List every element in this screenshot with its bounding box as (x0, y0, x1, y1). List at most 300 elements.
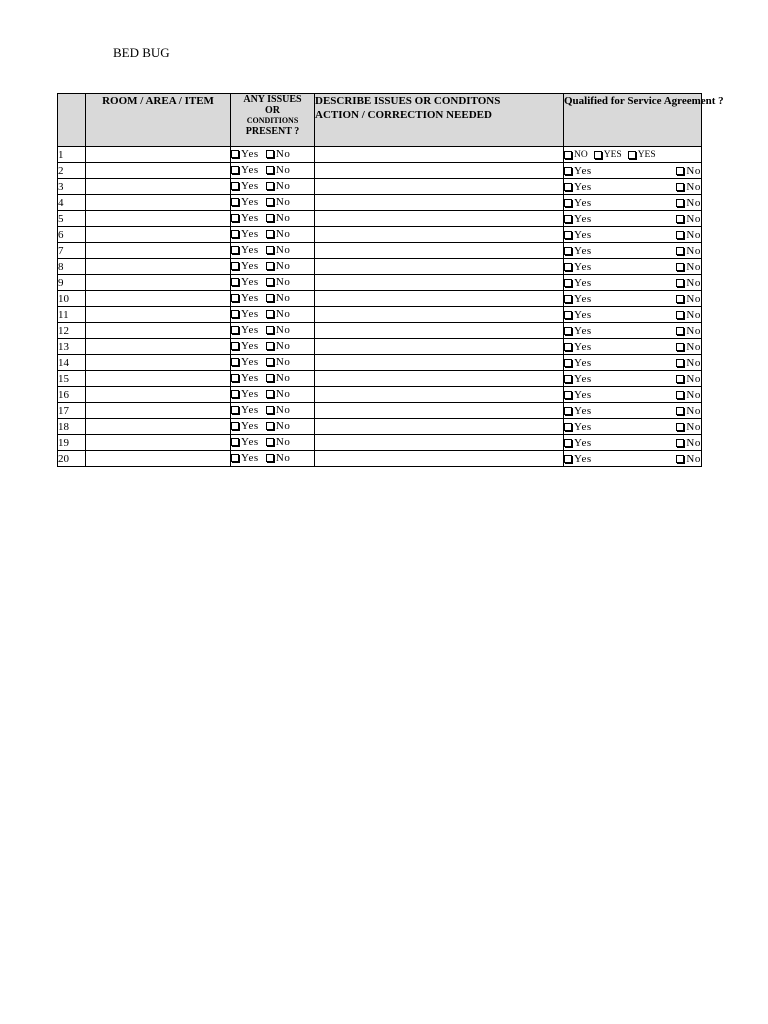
issues-yes-option[interactable] (231, 179, 259, 193)
qualified-yes-option[interactable] (564, 308, 592, 322)
issues-yes-option[interactable] (231, 419, 259, 433)
issues-present-options (231, 259, 315, 275)
room-area-item-field[interactable] (86, 211, 231, 227)
issues-no-option[interactable] (266, 211, 291, 225)
room-area-item-field[interactable] (86, 195, 231, 211)
qualified-no-option[interactable] (676, 292, 701, 306)
qualified-yes-label: Yes (574, 164, 592, 177)
table-row (58, 195, 702, 211)
table-row (58, 387, 702, 403)
checkbox-icon[interactable] (628, 151, 636, 159)
description-field[interactable] (315, 147, 564, 163)
issues-no-option[interactable] (266, 419, 291, 433)
checkbox-icon[interactable] (231, 230, 239, 238)
issues-yes-option[interactable] (231, 275, 259, 289)
description-field[interactable] (315, 403, 564, 419)
room-area-item-field[interactable] (86, 403, 231, 419)
checkbox-icon[interactable] (231, 326, 239, 334)
qualified-no-option[interactable] (676, 308, 701, 322)
description-field[interactable] (315, 195, 564, 211)
issues-no-label: No (275, 292, 291, 304)
checkbox-icon[interactable] (564, 311, 572, 319)
description-field[interactable] (315, 339, 564, 355)
room-area-item-field[interactable] (86, 243, 231, 259)
checkbox-icon[interactable] (266, 342, 274, 350)
issues-yes-option[interactable] (231, 371, 259, 385)
issues-no-option[interactable] (266, 243, 291, 257)
checkbox-icon[interactable] (231, 246, 239, 254)
qualified-no-option[interactable] (676, 436, 701, 450)
checkbox-icon[interactable] (564, 247, 572, 255)
qualified-options-row (564, 196, 701, 210)
issues-present-options (231, 387, 315, 403)
checkbox-icon[interactable] (564, 295, 572, 303)
issues-yes-label: Yes (241, 180, 259, 192)
table-row (58, 275, 702, 291)
qualified-options-row (564, 180, 701, 194)
qualified-yes-option[interactable] (564, 340, 592, 354)
qualified-yes-option[interactable] (564, 292, 592, 306)
issues-no-label: No (275, 388, 291, 400)
qualified-yes-option[interactable] (564, 164, 592, 178)
qualified-options (564, 387, 702, 403)
issues-yes-label: Yes (241, 212, 259, 224)
checkbox-icon[interactable] (676, 247, 684, 255)
issues-no-option[interactable] (266, 227, 291, 241)
issues-no-label: No (275, 308, 291, 320)
issues-yes-option[interactable] (231, 291, 259, 305)
issues-yes-label: Yes (241, 340, 259, 352)
checkbox-icon[interactable] (676, 407, 684, 415)
qualified-options-row (564, 356, 701, 370)
qualified-yes-label: Yes (574, 452, 592, 465)
qualified-options (564, 403, 702, 419)
qualified-no-option[interactable] (676, 356, 701, 370)
description-field[interactable] (315, 291, 564, 307)
qualified-no-label: No (686, 196, 701, 209)
checkbox-icon[interactable] (266, 374, 274, 382)
header-issues-line-1: ANY ISSUES (243, 94, 302, 105)
qualified-options-row (564, 308, 701, 322)
checkbox-icon[interactable] (266, 246, 274, 254)
issues-yes-label: Yes (241, 244, 259, 256)
qualified-options (564, 163, 702, 179)
description-field[interactable] (315, 179, 564, 195)
qualified-options (564, 355, 702, 371)
qualified-no-label: No (686, 292, 701, 305)
checkbox-icon[interactable] (231, 166, 239, 174)
checkbox-icon[interactable] (676, 455, 684, 463)
checkbox-icon[interactable] (564, 455, 572, 463)
room-area-item-field[interactable] (86, 147, 231, 163)
issues-present-options (231, 323, 315, 339)
checkbox-icon[interactable] (676, 231, 684, 239)
issues-yes-option[interactable] (231, 195, 259, 209)
qualified-options-row (564, 212, 701, 226)
qualified-yes-option[interactable] (564, 276, 592, 290)
qualified-options-row (564, 324, 701, 338)
checkbox-icon[interactable] (594, 151, 602, 159)
checkbox-icon[interactable] (266, 454, 274, 462)
checkbox-icon[interactable] (231, 182, 239, 190)
description-field[interactable] (315, 419, 564, 435)
header-issues-line-3: CONDITIONS (246, 116, 299, 125)
issues-yes-option[interactable] (231, 163, 259, 177)
qualified-no-label: No (686, 356, 701, 369)
checkbox-icon[interactable] (564, 151, 572, 159)
issues-present-options (231, 339, 315, 355)
header-describe-line-1: DESCRIBE ISSUES OR CONDITONS (315, 95, 501, 107)
qualified-yes-label: Yes (574, 372, 592, 385)
description-field[interactable] (315, 211, 564, 227)
issues-no-label: No (275, 212, 291, 224)
issues-yes-label: Yes (241, 420, 259, 432)
room-area-item-field[interactable] (86, 163, 231, 179)
qualified-no-option[interactable] (676, 164, 701, 178)
table-row (58, 323, 702, 339)
checkbox-icon[interactable] (231, 262, 239, 270)
checkbox-icon[interactable] (266, 182, 274, 190)
issues-no-option[interactable] (266, 307, 291, 321)
checkbox-icon[interactable] (266, 166, 274, 174)
checkbox-icon[interactable] (676, 295, 684, 303)
issues-yes-label: Yes (241, 372, 259, 384)
qualified-no-option[interactable] (676, 212, 701, 226)
qualified-no-label: No (686, 244, 701, 257)
checkbox-icon[interactable] (564, 231, 572, 239)
checkbox-icon[interactable] (676, 183, 684, 191)
issues-yes-option[interactable] (231, 227, 259, 241)
row-number: 12 (58, 323, 86, 339)
checkbox-icon[interactable] (676, 167, 684, 175)
checkbox-icon[interactable] (564, 215, 572, 223)
checkbox-icon[interactable] (564, 327, 572, 335)
issues-yes-option[interactable] (231, 403, 259, 417)
checkbox-icon[interactable] (231, 358, 239, 366)
issues-present-options (231, 291, 315, 307)
qualified-no-option[interactable] (676, 404, 701, 418)
qualified-yes-label: Yes (574, 276, 592, 289)
qualified-no-label: No (686, 340, 701, 353)
description-field[interactable] (315, 355, 564, 371)
checkbox-icon[interactable] (676, 215, 684, 223)
checkbox-icon[interactable] (564, 263, 572, 271)
qualified-yes-option[interactable] (564, 436, 592, 450)
qualified-options-row (564, 228, 701, 242)
qualified-yes-option[interactable] (564, 212, 592, 226)
issues-no-label: No (275, 276, 291, 288)
qualified-yes-option[interactable] (564, 324, 592, 338)
issues-present-options (231, 307, 315, 323)
qualified-no-label: No (686, 228, 701, 241)
table-row (58, 211, 702, 227)
qualified-yes-label: Yes (574, 308, 592, 321)
checkbox-icon[interactable] (266, 390, 274, 398)
issues-yes-label: Yes (241, 164, 259, 176)
issues-no-option[interactable] (266, 147, 291, 161)
description-field[interactable] (315, 323, 564, 339)
header-any-issues (231, 94, 315, 147)
checkbox-icon[interactable] (266, 278, 274, 286)
checkbox-icon[interactable] (231, 454, 239, 462)
qualified-options (564, 227, 702, 243)
issues-no-option[interactable] (266, 275, 291, 289)
issues-yes-label: Yes (241, 404, 259, 416)
issues-no-option[interactable] (266, 387, 291, 401)
issues-yes-label: Yes (241, 196, 259, 208)
qualified-no-label: No (686, 180, 701, 193)
checkbox-icon[interactable] (676, 439, 684, 447)
table-row (58, 435, 702, 451)
qualified-options (564, 371, 702, 387)
issues-yes-label: Yes (241, 452, 259, 464)
checkbox-icon[interactable] (266, 230, 274, 238)
description-field[interactable] (315, 307, 564, 323)
header-describe-issues (315, 94, 564, 147)
qualified-no-option[interactable] (676, 372, 701, 386)
checkbox-icon[interactable] (231, 438, 239, 446)
room-area-item-field[interactable] (86, 179, 231, 195)
checkbox-icon[interactable] (564, 199, 572, 207)
qualified-options (564, 291, 702, 307)
issues-yes-option[interactable] (231, 307, 259, 321)
qualified-options-row (564, 372, 701, 386)
description-field[interactable] (315, 435, 564, 451)
checkbox-icon[interactable] (564, 391, 572, 399)
description-field[interactable] (315, 275, 564, 291)
qualified-yes-option[interactable] (564, 372, 592, 386)
qualified-no-option[interactable] (676, 228, 701, 242)
row-number: 7 (58, 243, 86, 259)
checkbox-icon[interactable] (231, 374, 239, 382)
qualified-options-row (564, 244, 701, 258)
qualified-yes-option[interactable] (564, 196, 592, 210)
issues-yes-option[interactable] (231, 435, 259, 449)
qualified-yes-label: Yes (574, 244, 592, 257)
issues-yes-label: Yes (241, 276, 259, 288)
checkbox-icon[interactable] (231, 150, 239, 158)
issues-no-option[interactable] (266, 179, 291, 193)
qualified-yes-option[interactable] (564, 260, 592, 274)
checkbox-icon[interactable] (564, 183, 572, 191)
qualified-yes-label: Yes (574, 260, 592, 273)
issues-yes-option[interactable] (231, 211, 259, 225)
room-area-item-field[interactable] (86, 275, 231, 291)
room-area-item-field[interactable] (86, 419, 231, 435)
issues-yes-label: Yes (241, 436, 259, 448)
issues-yes-label: Yes (241, 356, 259, 368)
issues-no-option[interactable] (266, 451, 291, 465)
qualified-yes-label: Yes (574, 212, 592, 225)
issues-yes-option[interactable] (231, 387, 259, 401)
checkbox-icon[interactable] (266, 358, 274, 366)
checkbox-icon[interactable] (231, 278, 239, 286)
checkbox-icon[interactable] (564, 359, 572, 367)
qualified-no-label: No (686, 164, 701, 177)
qualified-yes-option[interactable] (564, 404, 592, 418)
issues-present-options (231, 243, 315, 259)
table-row (58, 163, 702, 179)
checkbox-icon[interactable] (676, 311, 684, 319)
checkbox-icon[interactable] (676, 343, 684, 351)
qualified-options-row (564, 452, 701, 466)
issues-no-option[interactable] (266, 355, 291, 369)
qualified-yes-label: Yes (574, 436, 592, 449)
checkbox-icon[interactable] (266, 150, 274, 158)
issues-no-label: No (275, 436, 291, 448)
qualified-options (564, 179, 702, 195)
description-field[interactable] (315, 243, 564, 259)
description-field[interactable] (315, 387, 564, 403)
issues-no-option[interactable] (266, 163, 291, 177)
description-field[interactable] (315, 227, 564, 243)
inspection-table (57, 93, 724, 467)
checkbox-icon[interactable] (231, 214, 239, 222)
checkbox-icon[interactable] (266, 438, 274, 446)
checkbox-icon[interactable] (676, 359, 684, 367)
checkbox-icon[interactable] (266, 406, 274, 414)
qualified-no-option[interactable] (676, 196, 701, 210)
table-row (58, 371, 702, 387)
room-area-item-field[interactable] (86, 451, 231, 467)
checkbox-icon[interactable] (676, 423, 684, 431)
checkbox-icon[interactable] (564, 407, 572, 415)
room-area-item-field[interactable] (86, 387, 231, 403)
issues-present-options (231, 275, 315, 291)
issues-no-label: No (275, 324, 291, 336)
qualified-yes-label: Yes (574, 292, 592, 305)
description-field[interactable] (315, 259, 564, 275)
checkbox-icon[interactable] (676, 375, 684, 383)
issues-no-option[interactable] (266, 291, 291, 305)
checkbox-icon[interactable] (266, 262, 274, 270)
checkbox-icon[interactable] (564, 343, 572, 351)
checkbox-icon[interactable] (266, 294, 274, 302)
issues-no-option[interactable] (266, 435, 291, 449)
checkbox-icon[interactable] (231, 406, 239, 414)
qualified-options (564, 419, 702, 435)
checkbox-icon[interactable] (231, 310, 239, 318)
checkbox-icon[interactable] (266, 310, 274, 318)
checkbox-icon[interactable] (564, 167, 572, 175)
description-field[interactable] (315, 371, 564, 387)
description-field[interactable] (315, 163, 564, 179)
room-area-item-field[interactable] (86, 259, 231, 275)
room-area-item-field[interactable] (86, 435, 231, 451)
checkbox-icon[interactable] (676, 279, 684, 287)
qualified-options (564, 195, 702, 211)
checkbox-icon[interactable] (266, 326, 274, 334)
qualified-no-option[interactable] (676, 388, 701, 402)
qualified-yes-option[interactable] (564, 388, 592, 402)
checkbox-icon[interactable] (676, 199, 684, 207)
qualified-no-option[interactable] (676, 420, 701, 434)
qualified-option[interactable] (594, 148, 622, 162)
checkbox-icon[interactable] (564, 439, 572, 447)
issues-yes-option[interactable] (231, 323, 259, 337)
checkbox-icon[interactable] (676, 327, 684, 335)
checkbox-icon[interactable] (266, 214, 274, 222)
qualified-no-label: No (686, 388, 701, 401)
room-area-item-field[interactable] (86, 307, 231, 323)
qualified-no-option[interactable] (676, 324, 701, 338)
room-area-item-field[interactable] (86, 227, 231, 243)
description-field[interactable] (315, 451, 564, 467)
qualified-yes-option[interactable] (564, 180, 592, 194)
qualified-option[interactable] (564, 148, 588, 162)
issues-yes-option[interactable] (231, 243, 259, 257)
issues-yes-option[interactable] (231, 451, 259, 465)
issues-no-option[interactable] (266, 403, 291, 417)
qualified-no-option[interactable] (676, 276, 701, 290)
issues-no-option[interactable] (266, 371, 291, 385)
checkbox-icon[interactable] (676, 263, 684, 271)
qualified-yes-option[interactable] (564, 452, 592, 466)
qualified-yes-option[interactable] (564, 420, 592, 434)
row-number: 18 (58, 419, 86, 435)
room-area-item-field[interactable] (86, 371, 231, 387)
checkbox-icon[interactable] (564, 279, 572, 287)
issues-no-label: No (275, 452, 291, 464)
room-area-item-field[interactable] (86, 339, 231, 355)
issues-yes-label: Yes (241, 148, 259, 160)
checkbox-icon[interactable] (231, 422, 239, 430)
table-row (58, 243, 702, 259)
qualified-yes-option[interactable] (564, 244, 592, 258)
checkbox-icon[interactable] (564, 423, 572, 431)
qualified-no-option[interactable] (676, 260, 701, 274)
qualified-no-option[interactable] (676, 244, 701, 258)
issues-present-options (231, 163, 315, 179)
issues-yes-option[interactable] (231, 147, 259, 161)
qualified-options-row (564, 420, 701, 434)
issues-no-label: No (275, 356, 291, 368)
room-area-item-field[interactable] (86, 323, 231, 339)
qualified-no-option[interactable] (676, 452, 701, 466)
issues-present-options (231, 147, 315, 163)
checkbox-icon[interactable] (266, 422, 274, 430)
checkbox-icon[interactable] (676, 391, 684, 399)
qualified-yes-option[interactable] (564, 356, 592, 370)
issues-yes-option[interactable] (231, 259, 259, 273)
room-area-item-field[interactable] (86, 291, 231, 307)
qualified-yes-label: Yes (574, 180, 592, 193)
issues-no-option[interactable] (266, 339, 291, 353)
checkbox-icon[interactable] (564, 375, 572, 383)
table-header (58, 94, 724, 147)
issues-no-option[interactable] (266, 323, 291, 337)
qualified-option[interactable] (628, 148, 656, 162)
checkbox-icon[interactable] (231, 198, 239, 206)
issues-no-option[interactable] (266, 259, 291, 273)
qualified-no-option[interactable] (676, 180, 701, 194)
room-area-item-field[interactable] (86, 355, 231, 371)
qualified-no-option[interactable] (676, 340, 701, 354)
qualified-options (564, 275, 702, 291)
issues-yes-option[interactable] (231, 339, 259, 353)
qualified-yes-option[interactable] (564, 228, 592, 242)
qualified-options (564, 451, 702, 467)
checkbox-icon[interactable] (231, 390, 239, 398)
table-row (58, 419, 702, 435)
row-number: 13 (58, 339, 86, 355)
issues-no-option[interactable] (266, 195, 291, 209)
issues-yes-option[interactable] (231, 355, 259, 369)
checkbox-icon[interactable] (231, 294, 239, 302)
checkbox-icon[interactable] (266, 198, 274, 206)
checkbox-icon[interactable] (231, 342, 239, 350)
issues-present-options (231, 179, 315, 195)
